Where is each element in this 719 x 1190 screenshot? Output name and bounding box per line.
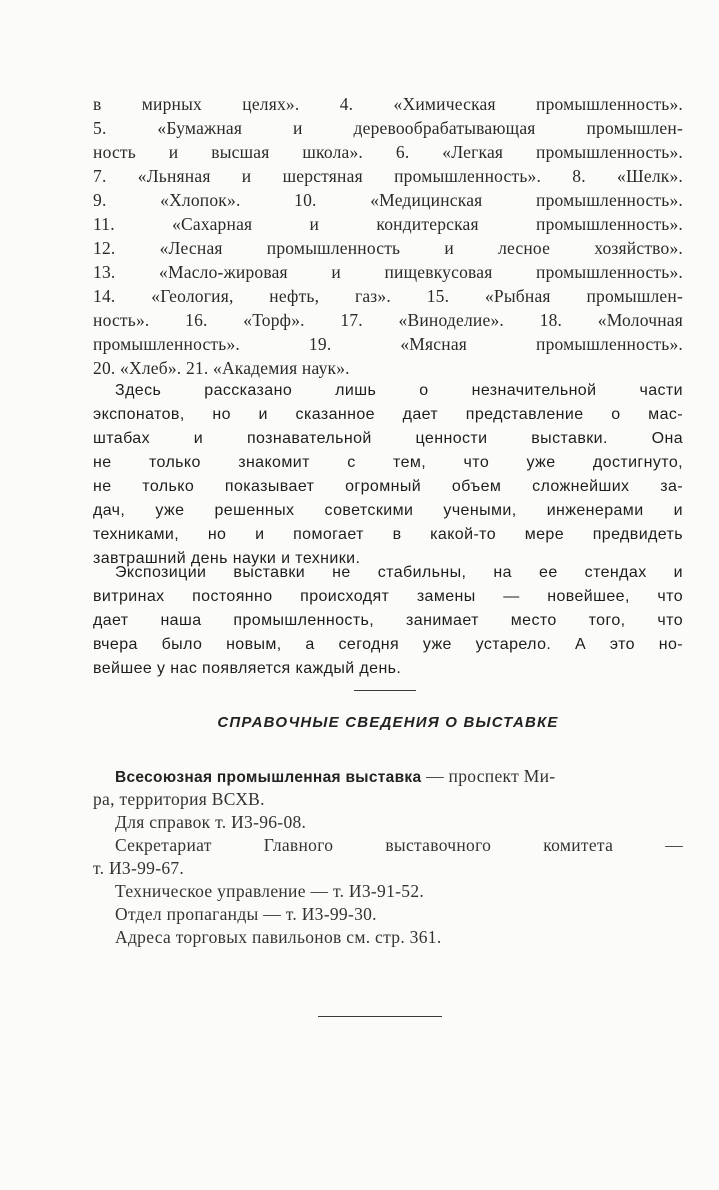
text-line: завтрашний день науки и техники. xyxy=(93,550,361,567)
text-line: 9. «Хлопок». 10. «Медицинская промышленность». xyxy=(93,190,683,210)
reference-line: Техническое управление — т. И3-91-52. xyxy=(115,881,425,901)
text-line: 5. «Бумажная и деревообрабатывающая промышлен- xyxy=(93,118,683,138)
text-line: ность и высшая школа». 6. «Легкая промышленность». xyxy=(93,142,683,162)
reference-line: Отдел пропаганды — т. И3-99-30. xyxy=(115,904,377,924)
reference-line: Для справок т. И3-96-08. xyxy=(115,812,307,832)
text-line: Экспозиции выставки не стабильны, на ее стендах и xyxy=(115,564,683,581)
text-line: 11. «Сахарная и кондитерская промышленность». xyxy=(93,214,683,234)
text-line: дает наша промышленность, занимает место того, что xyxy=(93,612,683,629)
text-line: 20. «Хлеб». 21. «Академия наук». xyxy=(93,358,350,378)
text-line: штабах и познавательной ценности выставки. Она xyxy=(93,430,683,447)
reference-line: Секретариат Главного выставочного комитета — xyxy=(115,835,683,855)
reference-line: Адреса торговых павильонов см. стр. 361. xyxy=(115,927,442,947)
text-line: промышленность». 19. «Мясная промышленность». xyxy=(93,334,683,354)
address-tail: — проспект Ми- xyxy=(426,766,556,786)
text-line: вейшее у нас появляется каждый день. xyxy=(93,660,402,677)
reference-line: ра, территория ВСХВ. xyxy=(93,789,265,809)
text-line: ность». 16. «Торф». 17. «Виноделие». 18. «Молочная xyxy=(93,310,683,330)
exhibition-name: Всесоюзная промышленная выставка xyxy=(115,769,422,786)
text-line: не только показывает огромный объем сложнейших за- xyxy=(93,478,683,495)
text-line: вчера было новым, а сегодня уже устарело. А это но- xyxy=(93,636,683,653)
reference-heading: СПРАВОЧНЫЕ СВЕДЕНИЯ О ВЫСТАВКЕ xyxy=(217,714,559,731)
section-divider xyxy=(354,690,416,691)
text-line: Здесь рассказано лишь о незначительной части xyxy=(115,382,683,399)
text-line: экспонатов, но и сказанное дает представление о мас- xyxy=(93,406,683,423)
text-line: 12. «Лесная промышленность и лесное хозяйство». xyxy=(93,238,683,258)
text-line: техниками, но и помогает в какой-то мере предвидеть xyxy=(93,526,683,543)
text-line: 14. «Геология, нефть, газ». 15. «Рыбная промышлен- xyxy=(93,286,683,306)
text-line: дач, уже решенных советскими учеными, инженерами и xyxy=(93,502,683,519)
text-line: в мирных целях». 4. «Химическая промышленность». xyxy=(93,94,683,114)
text-line: не только знакомит с тем, что уже достигнуто, xyxy=(93,454,683,471)
reference-line xyxy=(115,765,555,787)
text-line: 13. «Масло-жировая и пищевкусовая промышленность». xyxy=(93,262,683,282)
reference-line: т. И3-99-67. xyxy=(93,858,185,878)
text-line: 7. «Льняная и шерстяная промышленность». 8. «Шелк». xyxy=(93,166,683,186)
end-divider xyxy=(318,1016,442,1017)
text-line: витринах постоянно происходят замены — новейшее, что xyxy=(93,588,683,605)
